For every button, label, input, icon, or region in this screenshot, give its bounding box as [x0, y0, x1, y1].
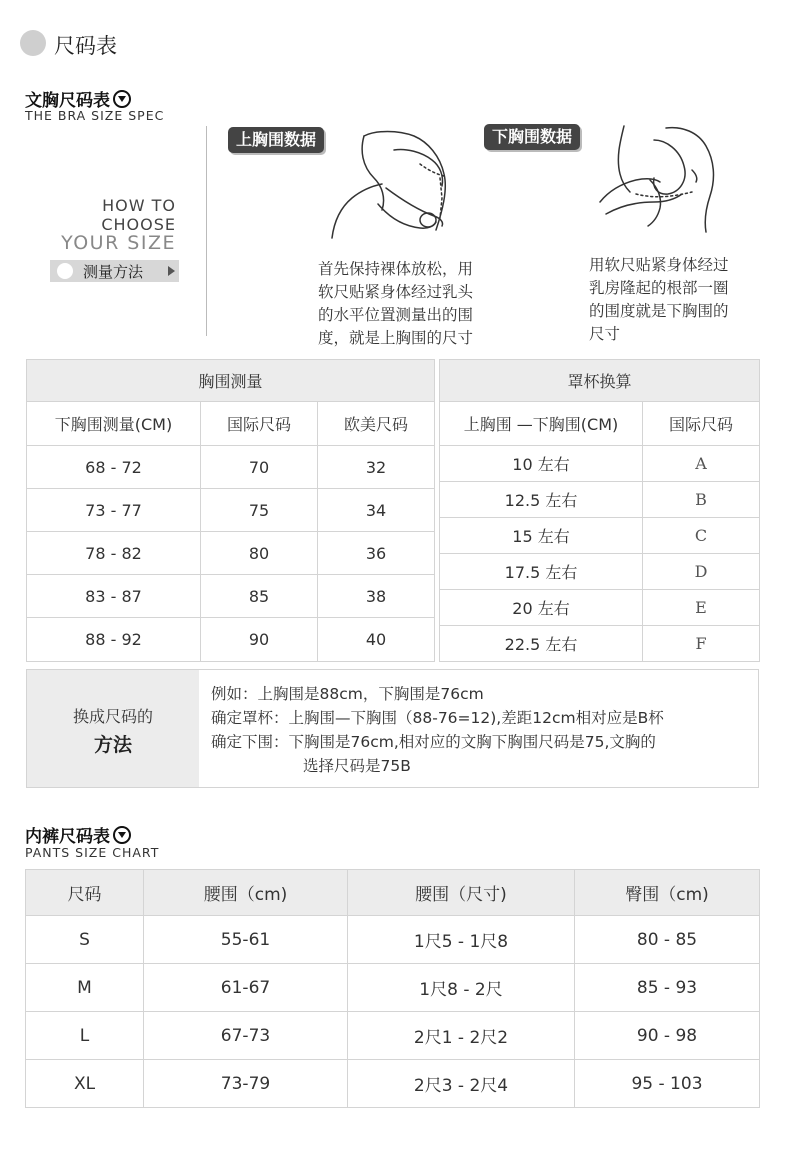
arrow-right-icon [168, 266, 175, 276]
table-row [26, 1012, 760, 1060]
lower-desc-line: 尺寸 [589, 325, 621, 343]
method-label-line1: 换成尺码的 [72, 707, 153, 726]
cup-table-title: 罩杯换算 [440, 360, 760, 402]
table-cell: 90 [201, 618, 318, 662]
table-row [27, 532, 435, 575]
table-cell: 68 - 72 [27, 446, 201, 489]
lower-bust-illustration [596, 122, 722, 234]
bra-section-title-text: 文胸尺码表 [25, 91, 110, 111]
pants-section-title-text: 内裤尺码表 [25, 827, 110, 847]
table-cell: 73 - 77 [27, 489, 201, 532]
howto-line1: HOW TO [102, 196, 176, 215]
table-cell: 40 [318, 618, 435, 662]
table-cell: 80 - 85 [575, 916, 760, 964]
bust-table-header: 国际尺码 [201, 402, 318, 446]
table-cell: 15 左右 [440, 518, 643, 554]
table-row [440, 554, 760, 590]
pants-section-subtitle: PANTS SIZE CHART [25, 845, 160, 860]
bra-section-subtitle: THE BRA SIZE SPEC [25, 108, 165, 123]
table-row [26, 1060, 760, 1108]
table-cell: M [26, 964, 144, 1012]
table-cell: 2尺1 - 2尺2 [348, 1012, 575, 1060]
table-cell: 78 - 82 [27, 532, 201, 575]
upper-desc-line: 度，就是上胸围的尺寸 [318, 329, 474, 347]
chevron-down-icon [113, 90, 131, 108]
howto-line2: CHOOSE [101, 215, 176, 234]
table-cell: 12.5 左右 [440, 482, 643, 518]
pants-section-title [25, 822, 131, 847]
method-line: 确定罩杯：上胸围—下胸围（88-76=12),差距12cm相对应是B杯 [211, 709, 664, 727]
howto-line3: YOUR SIZE [61, 232, 176, 254]
table-cell: 88 - 92 [27, 618, 201, 662]
table-cell: 17.5 左右 [440, 554, 643, 590]
conversion-method-label [27, 670, 199, 787]
table-cell: 1尺5 - 1尺8 [348, 916, 575, 964]
table-cell: 20 左右 [440, 590, 643, 626]
table-row [440, 626, 760, 662]
method-label-line2: 方法 [93, 734, 132, 756]
table-cell: A [643, 446, 760, 482]
table-row [26, 964, 760, 1012]
pants-table-header: 尺码 [26, 870, 144, 916]
table-row [27, 446, 435, 489]
pants-table-header: 腰围（尺寸) [348, 870, 575, 916]
table-cell: 70 [201, 446, 318, 489]
how-to-choose [61, 196, 176, 253]
pants-table-header: 臀围（cm) [575, 870, 760, 916]
table-cell: 85 [201, 575, 318, 618]
size-chart-icon [20, 30, 46, 56]
table-cell: E [643, 590, 760, 626]
table-cell: 90 - 98 [575, 1012, 760, 1060]
table-cell: L [26, 1012, 144, 1060]
table-cell: 80 [201, 532, 318, 575]
table-cell: 10 左右 [440, 446, 643, 482]
method-line: 例如：上胸围是88cm，下胸围是76cm [211, 685, 484, 703]
lower-bust-label: 下胸围数据 [484, 124, 580, 150]
lower-desc-line: 用软尺贴紧身体经过 [589, 256, 729, 274]
divider [206, 126, 207, 336]
bust-table-header: 欧美尺码 [318, 402, 435, 446]
table-cell: 32 [318, 446, 435, 489]
table-cell: 36 [318, 532, 435, 575]
bust-table-title: 胸围测量 [27, 360, 435, 402]
table-cell: C [643, 518, 760, 554]
bust-measurement-table [26, 359, 435, 662]
table-cell: 55-61 [144, 916, 348, 964]
lower-desc-line: 的围度就是下胸围的 [589, 302, 729, 320]
table-row [27, 489, 435, 532]
lower-bust-description [589, 254, 729, 346]
cup-conversion-table [439, 359, 760, 662]
upper-bust-illustration [324, 126, 456, 242]
measure-method-label: 测量方法 [83, 263, 144, 281]
table-cell: 95 - 103 [575, 1060, 760, 1108]
upper-desc-line: 首先保持裸体放松，用 [318, 260, 474, 278]
method-line: 确定下围：下胸围是76cm,相对应的文胸下胸围尺码是75,文胸的 [211, 733, 656, 751]
table-cell: 22.5 左右 [440, 626, 643, 662]
table-cell: 73-79 [144, 1060, 348, 1108]
table-cell: F [643, 626, 760, 662]
table-cell: 2尺3 - 2尺4 [348, 1060, 575, 1108]
table-row [26, 916, 760, 964]
pants-size-table [25, 869, 760, 1108]
table-row [440, 590, 760, 626]
cup-table-header: 上胸围 —下胸围(CM) [440, 402, 643, 446]
table-cell: D [643, 554, 760, 590]
table-cell: 67-73 [144, 1012, 348, 1060]
table-cell: S [26, 916, 144, 964]
lower-desc-line: 乳房隆起的根部一圈 [589, 279, 729, 297]
bust-table-header: 下胸围测量(CM) [27, 402, 201, 446]
method-line: 选择尺码是75B [303, 757, 411, 775]
cup-table-header: 国际尺码 [643, 402, 760, 446]
table-cell: 1尺8 - 2尺 [348, 964, 575, 1012]
table-row [440, 518, 760, 554]
tape-measure-icon [57, 263, 73, 279]
table-row [440, 446, 760, 482]
chevron-down-icon [113, 826, 131, 844]
conversion-method-box [26, 669, 759, 788]
measure-method-button[interactable] [50, 260, 179, 282]
table-cell: 61-67 [144, 964, 348, 1012]
conversion-method-text [211, 682, 664, 778]
table-row [27, 618, 435, 662]
upper-desc-line: 软尺贴紧身体经过乳头 [318, 283, 474, 301]
table-cell: 38 [318, 575, 435, 618]
pants-table-header: 腰围（cm) [144, 870, 348, 916]
table-cell: B [643, 482, 760, 518]
table-cell: 85 - 93 [575, 964, 760, 1012]
table-cell: XL [26, 1060, 144, 1108]
table-cell: 83 - 87 [27, 575, 201, 618]
upper-bust-label: 上胸围数据 [228, 127, 324, 153]
table-cell: 75 [201, 489, 318, 532]
table-row [27, 575, 435, 618]
page-title: 尺码表 [54, 34, 117, 58]
upper-bust-description [318, 258, 473, 350]
upper-desc-line: 的水平位置测量出的围 [318, 306, 474, 324]
table-cell: 34 [318, 489, 435, 532]
table-row [440, 482, 760, 518]
